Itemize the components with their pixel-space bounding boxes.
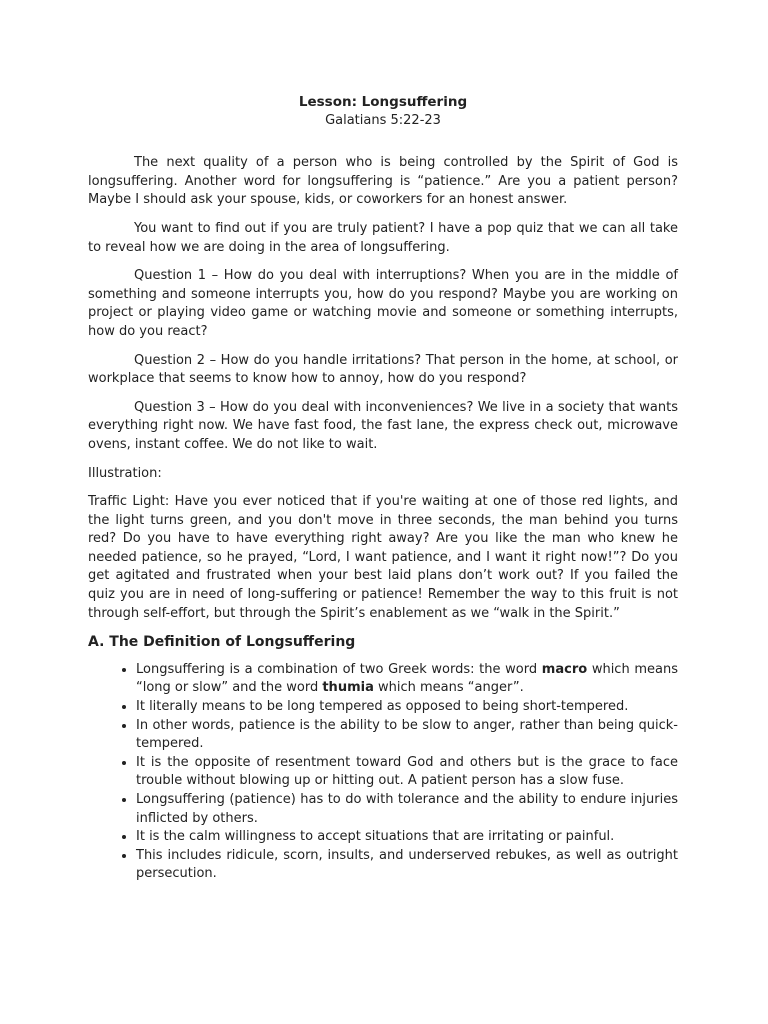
list-item: • It is the opposite of resentment toward God and others but is the grace to face trouble without blowing up or hitting out. A patient person has a slow fuse. xyxy=(136,754,678,791)
quiz-intro-paragraph: You want to find out if you are truly patient? I have a pop quiz that we can all take to reveal how we are doing in the area of longsuffering. xyxy=(88,220,678,255)
document-page xyxy=(88,93,678,884)
greek-word-macro: macro xyxy=(541,661,588,677)
list-item: • It literally means to be long tempered as opposed to being short-tempered. xyxy=(136,698,678,717)
greek-word-thumia: thumia xyxy=(322,680,374,696)
intro-paragraph: The next quality of a person who is being controlled by the Spirit of God is longsuffering. Another word for longsuffering is “patience.” Are you a patient person? Maybe I should ask your spouse, kids, or coworkers for an honest answer. xyxy=(88,155,678,208)
list-item: • Longsuffering (patience) has to do with tolerance and the ability to endure injuries inflicted by others. xyxy=(136,791,678,828)
illustration-label: Illustration: xyxy=(88,465,162,481)
bullet-text: which means “anger”. xyxy=(373,680,524,696)
bullet-text: which means “long or slow” and the word xyxy=(136,661,678,696)
question-1-paragraph: Question 1 – How do you deal with interruptions? When you are in the middle of something and someone interrupts you, how do you respond? Maybe you are working on project or playing video game or watching movie and someone or something interrupts, how do you react? xyxy=(88,268,678,339)
illustration-paragraph: Traffic Light: Have you ever noticed that if you're waiting at one of those red lights, and the light turns green, and you don't move in three seconds, the man behind you turns red? Do you have to have everything right away? Are you like the man who knew he needed patience, so he prayed, “Lord, I want patience, and I want it right now!”? Do you get agitated and frustrated when your best laid plans don’t work out? If you failed the quiz you are in need of long-suffering or patience! Remember the way to this fruit is not through self-effort, but through the Spirit’s enablement as we “walk in the Spirit.” xyxy=(88,494,678,621)
bullet-text: Longsuffering is a combination of two Greek words: the word xyxy=(136,661,542,677)
list-item: • In other words, patience is the ability to be slow to anger, rather than being quick-tempered. xyxy=(136,717,678,754)
list-item: • It is the calm willingness to accept situations that are irritating or painful. xyxy=(136,828,678,847)
lesson-title: Lesson: Longsuffering xyxy=(298,94,468,110)
section-a-heading: A. The Definition of Longsuffering xyxy=(88,634,356,651)
scripture-reference: Galatians 5:22-23 xyxy=(325,112,441,128)
definition-list xyxy=(88,661,678,884)
list-item: • This includes ridicule, scorn, insults, and underserved rebukes, as well as outright persecution. xyxy=(136,847,678,884)
question-2-paragraph: Question 2 – How do you handle irritations? That person in the home, at school, or workplace that seems to know how to annoy, how do you respond? xyxy=(88,352,678,387)
list-item xyxy=(136,661,678,698)
question-3-paragraph: Question 3 – How do you deal with inconveniences? We live in a society that wants everything right now. We have fast food, the fast lane, the express check out, microwave ovens, instant coffee. We do not like to wait. xyxy=(88,399,678,452)
